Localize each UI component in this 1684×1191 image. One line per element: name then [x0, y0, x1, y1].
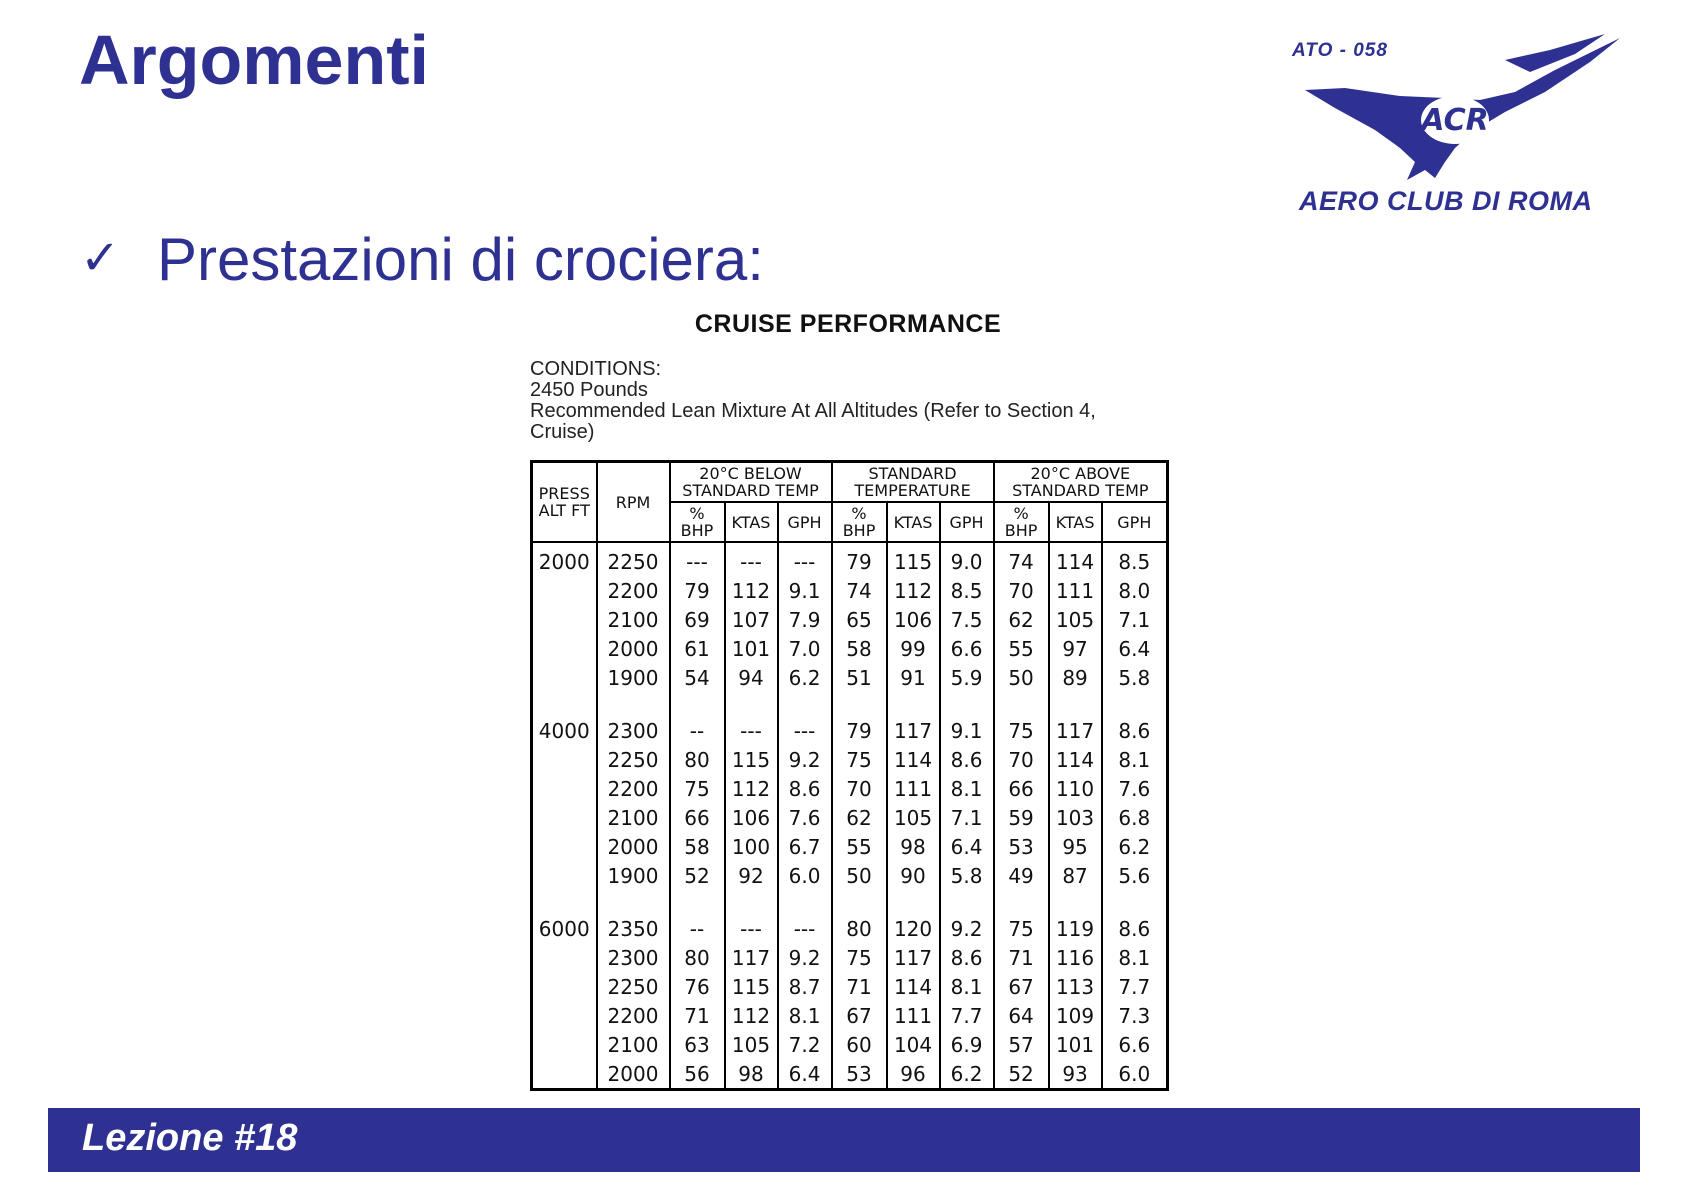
table-cell: 69 [670, 605, 725, 634]
logo-ato-code: ATO - 058 [1292, 40, 1388, 61]
table-row [532, 803, 1168, 832]
subheader-ktas: KTAS [725, 502, 778, 542]
table-cell: 6.9 [940, 1030, 994, 1059]
table-cell: --- [725, 712, 778, 745]
table-cell: 75 [994, 910, 1049, 943]
table-cell: 115 [725, 972, 778, 1001]
spacer-cell [1049, 890, 1102, 910]
table-cell: 115 [887, 542, 940, 576]
table-cell: 67 [994, 972, 1049, 1001]
subheader-ktas: KTAS [1049, 502, 1102, 542]
checkmark-icon: ✓ [80, 230, 121, 286]
table-row [532, 1059, 1168, 1090]
table-cell: 7.2 [778, 1030, 832, 1059]
table-cell: 64 [994, 1001, 1049, 1030]
table-cell: 112 [725, 576, 778, 605]
altitude-cell [532, 943, 597, 972]
table-row [532, 712, 1168, 745]
altitude-cell [532, 972, 597, 1001]
table-cell: 74 [994, 542, 1049, 576]
altitude-cell [532, 634, 597, 663]
rpm-cell: 2300 [597, 712, 670, 745]
table-cell: 7.6 [1102, 774, 1168, 803]
altitude-cell [532, 803, 597, 832]
table-cell: 71 [994, 943, 1049, 972]
table-cell: 9.1 [778, 576, 832, 605]
table-cell: 61 [670, 634, 725, 663]
spacer-cell [725, 692, 778, 712]
table-cell: 93 [1049, 1059, 1102, 1090]
table-cell: 70 [994, 576, 1049, 605]
table-cell: 110 [1049, 774, 1102, 803]
table-cell: 8.1 [940, 972, 994, 1001]
table-cell: 106 [725, 803, 778, 832]
spacer-cell [725, 890, 778, 910]
table-cell: 105 [1049, 605, 1102, 634]
altitude-cell [532, 605, 597, 634]
table-cell: 6.4 [940, 832, 994, 861]
table-cell: 70 [994, 745, 1049, 774]
table-cell: 9.2 [940, 910, 994, 943]
table-cell: 49 [994, 861, 1049, 890]
table-cell: 119 [1049, 910, 1102, 943]
table-cell: 116 [1049, 943, 1102, 972]
rpm-cell: 2100 [597, 605, 670, 634]
conditions-line: 2450 Pounds [530, 379, 648, 401]
table-cell: --- [778, 910, 832, 943]
altitude-cell [532, 1030, 597, 1059]
subheader-gph: GPH [940, 502, 994, 542]
table-cell: 75 [994, 712, 1049, 745]
table-cell: 94 [725, 663, 778, 692]
table-cell: 8.6 [778, 774, 832, 803]
table-cell: 90 [887, 861, 940, 890]
subheader-bhp: % BHP [832, 502, 887, 542]
table-cell: 6.6 [940, 634, 994, 663]
table-cell: 80 [832, 910, 887, 943]
table-cell: 70 [832, 774, 887, 803]
table-cell: 8.7 [778, 972, 832, 1001]
table-row [532, 910, 1168, 943]
table-row [532, 774, 1168, 803]
rpm-cell: 2100 [597, 1030, 670, 1059]
table-cell: 8.6 [940, 943, 994, 972]
table-cell: 109 [1049, 1001, 1102, 1030]
table-cell: --- [778, 712, 832, 745]
table-cell: 80 [670, 745, 725, 774]
table-cell: 114 [887, 972, 940, 1001]
table-cell: 9.0 [940, 542, 994, 576]
spacer-cell [670, 890, 725, 910]
rpm-cell: 2350 [597, 910, 670, 943]
table-cell: 117 [1049, 712, 1102, 745]
table-cell: 92 [725, 861, 778, 890]
table-cell: 53 [994, 832, 1049, 861]
table-cell: 59 [994, 803, 1049, 832]
table-cell: 114 [1049, 542, 1102, 576]
table-cell: --- [670, 542, 725, 576]
table-cell: 7.6 [778, 803, 832, 832]
table-cell: 6.2 [778, 663, 832, 692]
table-cell: 112 [725, 1001, 778, 1030]
table-cell: 63 [670, 1030, 725, 1059]
table-cell: 74 [832, 576, 887, 605]
table-cell: 113 [1049, 972, 1102, 1001]
table-cell: 71 [670, 1001, 725, 1030]
cruise-performance-table [530, 460, 1169, 1091]
rpm-cell: 2200 [597, 1001, 670, 1030]
table-cell: 6.8 [1102, 803, 1168, 832]
table-cell: 67 [832, 1001, 887, 1030]
table-cell: 6.4 [778, 1059, 832, 1090]
block-spacer [532, 890, 1168, 910]
rpm-cell: 2000 [597, 832, 670, 861]
altitude-cell [532, 832, 597, 861]
page-title: Argomenti [79, 21, 429, 99]
table-cell: 8.6 [1102, 910, 1168, 943]
table-cell: 6.0 [778, 861, 832, 890]
table-cell: 55 [994, 634, 1049, 663]
table-cell: 75 [670, 774, 725, 803]
table-cell: 8.5 [1102, 542, 1168, 576]
aero-club-logo [1280, 22, 1640, 232]
table-cell: 79 [670, 576, 725, 605]
spacer-cell [1049, 692, 1102, 712]
altitude-cell: 6000 [532, 910, 597, 943]
table-cell: 79 [832, 712, 887, 745]
altitude-cell [532, 745, 597, 774]
table-cell: 6.2 [940, 1059, 994, 1090]
table-cell: 75 [832, 745, 887, 774]
table-cell: 9.1 [940, 712, 994, 745]
table-row [532, 1001, 1168, 1030]
table-cell: 112 [887, 576, 940, 605]
altitude-cell [532, 576, 597, 605]
table-cell: 62 [832, 803, 887, 832]
rpm-cell: 2000 [597, 634, 670, 663]
spacer-cell [670, 692, 725, 712]
table-cell: 89 [1049, 663, 1102, 692]
table-cell: 80 [670, 943, 725, 972]
conditions-line: Recommended Lean Mixture At All Altitudes (Refer to Section 4, [530, 400, 1096, 422]
table-cell: 51 [832, 663, 887, 692]
table-cell: 111 [887, 1001, 940, 1030]
footer-bar [48, 1108, 1640, 1172]
table-cell: 114 [887, 745, 940, 774]
spacer-cell [994, 692, 1049, 712]
spacer-cell [940, 890, 994, 910]
table-cell: 9.2 [778, 745, 832, 774]
table-cell: 7.7 [1102, 972, 1168, 1001]
table-cell: 117 [887, 943, 940, 972]
table-cell: 62 [994, 605, 1049, 634]
table-cell: 5.9 [940, 663, 994, 692]
table-cell: 8.1 [778, 1001, 832, 1030]
spacer-cell [532, 890, 597, 910]
table-row [532, 576, 1168, 605]
table-cell: 5.6 [1102, 861, 1168, 890]
table-cell: 65 [832, 605, 887, 634]
table-cell: -- [670, 712, 725, 745]
rpm-cell: 2250 [597, 972, 670, 1001]
header-group-standard: STANDARD TEMPERATURE [832, 462, 994, 503]
subheader-ktas: KTAS [887, 502, 940, 542]
table-cell: 87 [1049, 861, 1102, 890]
spacer-cell [887, 890, 940, 910]
table-cell: 111 [887, 774, 940, 803]
spacer-cell [1102, 890, 1168, 910]
table-cell: 7.1 [1102, 605, 1168, 634]
table-cell: --- [778, 542, 832, 576]
subheader-gph: GPH [778, 502, 832, 542]
conditions-line: Cruise) [530, 421, 595, 443]
subheader-bhp: % BHP [994, 502, 1049, 542]
table-row [532, 861, 1168, 890]
rpm-cell: 2250 [597, 745, 670, 774]
table-row [532, 634, 1168, 663]
table-cell: 8.1 [1102, 745, 1168, 774]
rpm-cell: 2000 [597, 1059, 670, 1090]
spacer-cell [887, 692, 940, 712]
table-cell: 5.8 [1102, 663, 1168, 692]
rpm-cell: 1900 [597, 663, 670, 692]
spacer-cell [1102, 692, 1168, 712]
table-cell: 105 [887, 803, 940, 832]
table-cell: 105 [725, 1030, 778, 1059]
table-cell: 98 [887, 832, 940, 861]
table-cell: --- [725, 910, 778, 943]
altitude-cell [532, 774, 597, 803]
table-cell: 6.0 [1102, 1059, 1168, 1090]
table-cell: 52 [994, 1059, 1049, 1090]
table-cell: 111 [1049, 576, 1102, 605]
table-cell: 8.6 [940, 745, 994, 774]
table-cell: 101 [725, 634, 778, 663]
table-cell: 106 [887, 605, 940, 634]
table-cell: 71 [832, 972, 887, 1001]
table-row [532, 745, 1168, 774]
header-group-above: 20°C ABOVE STANDARD TEMP [994, 462, 1168, 503]
rpm-cell: 1900 [597, 861, 670, 890]
subheader-bhp: % BHP [670, 502, 725, 542]
table-row [532, 663, 1168, 692]
table-cell: -- [670, 910, 725, 943]
table-body [532, 542, 1168, 1090]
altitude-cell [532, 1001, 597, 1030]
table-cell: 98 [725, 1059, 778, 1090]
table-cell: 6.7 [778, 832, 832, 861]
table-cell: 76 [670, 972, 725, 1001]
spacer-cell [940, 692, 994, 712]
logo-club-name: AERO CLUB DI ROMA [1299, 186, 1593, 216]
table-cell: 101 [1049, 1030, 1102, 1059]
table-cell: 91 [887, 663, 940, 692]
table-cell: 8.1 [1102, 943, 1168, 972]
table-cell: 58 [670, 832, 725, 861]
logo-monogram: ACR [1421, 103, 1489, 138]
rpm-cell: 2200 [597, 774, 670, 803]
table-cell: 103 [1049, 803, 1102, 832]
table-cell: 8.1 [940, 774, 994, 803]
rpm-cell: 2100 [597, 803, 670, 832]
spacer-cell [778, 692, 832, 712]
table-cell: 54 [670, 663, 725, 692]
rpm-cell: 2250 [597, 542, 670, 576]
table-cell: 56 [670, 1059, 725, 1090]
table-cell: 96 [887, 1059, 940, 1090]
table-cell: --- [725, 542, 778, 576]
header-press-alt: PRESS ALT FT [532, 462, 597, 543]
table-cell: 66 [670, 803, 725, 832]
table-cell: 115 [725, 745, 778, 774]
altitude-cell: 4000 [532, 712, 597, 745]
table-cell: 114 [1049, 745, 1102, 774]
table-cell: 5.8 [940, 861, 994, 890]
table-cell: 6.6 [1102, 1030, 1168, 1059]
table-cell: 100 [725, 832, 778, 861]
cruise-performance-document [530, 310, 1166, 1086]
table-cell: 7.5 [940, 605, 994, 634]
table-cell: 107 [725, 605, 778, 634]
spacer-cell [994, 890, 1049, 910]
table-cell: 117 [887, 712, 940, 745]
table-cell: 112 [725, 774, 778, 803]
table-row [532, 605, 1168, 634]
lesson-label: Lezione #18 [82, 1117, 298, 1159]
table-cell: 7.9 [778, 605, 832, 634]
table-row [532, 542, 1168, 576]
table-cell: 117 [725, 943, 778, 972]
altitude-cell [532, 861, 597, 890]
spacer-cell [597, 692, 670, 712]
table-cell: 97 [1049, 634, 1102, 663]
block-spacer [532, 692, 1168, 712]
table-row [532, 972, 1168, 1001]
altitude-cell [532, 1059, 597, 1090]
table-cell: 95 [1049, 832, 1102, 861]
spacer-cell [597, 890, 670, 910]
table-cell: 53 [832, 1059, 887, 1090]
table-cell: 57 [994, 1030, 1049, 1059]
table-cell: 66 [994, 774, 1049, 803]
header-rpm: RPM [597, 462, 670, 543]
table-row [532, 943, 1168, 972]
conditions-block [530, 359, 1166, 443]
table-cell: 120 [887, 910, 940, 943]
table-cell: 8.6 [1102, 712, 1168, 745]
table-row [532, 832, 1168, 861]
spacer-cell [532, 692, 597, 712]
altitude-cell: 2000 [532, 542, 597, 576]
conditions-line: CONDITIONS: [530, 358, 662, 380]
table-cell: 7.7 [940, 1001, 994, 1030]
spacer-cell [832, 692, 887, 712]
table-cell: 9.2 [778, 943, 832, 972]
table-cell: 8.0 [1102, 576, 1168, 605]
table-row [532, 1030, 1168, 1059]
table-cell: 6.4 [1102, 634, 1168, 663]
table-cell: 104 [887, 1030, 940, 1059]
table-cell: 52 [670, 861, 725, 890]
table-cell: 7.0 [778, 634, 832, 663]
altitude-cell [532, 663, 597, 692]
spacer-cell [778, 890, 832, 910]
spacer-cell [832, 890, 887, 910]
table-cell: 6.2 [1102, 832, 1168, 861]
table-cell: 7.1 [940, 803, 994, 832]
table-cell: 55 [832, 832, 887, 861]
table-cell: 75 [832, 943, 887, 972]
header-group-below: 20°C BELOW STANDARD TEMP [670, 462, 832, 503]
rpm-cell: 2200 [597, 576, 670, 605]
document-title: CRUISE PERFORMANCE [694, 310, 1002, 338]
table-cell: 99 [887, 634, 940, 663]
table-cell: 7.3 [1102, 1001, 1168, 1030]
table-cell: 50 [994, 663, 1049, 692]
eagle-icon [1305, 30, 1625, 200]
table-cell: 58 [832, 634, 887, 663]
table-cell: 60 [832, 1030, 887, 1059]
subheader-gph: GPH [1102, 502, 1168, 542]
table-cell: 8.5 [940, 576, 994, 605]
rpm-cell: 2300 [597, 943, 670, 972]
table-cell: 79 [832, 542, 887, 576]
table-cell: 50 [832, 861, 887, 890]
bullet-text: Prestazioni di crociera: [157, 226, 764, 293]
